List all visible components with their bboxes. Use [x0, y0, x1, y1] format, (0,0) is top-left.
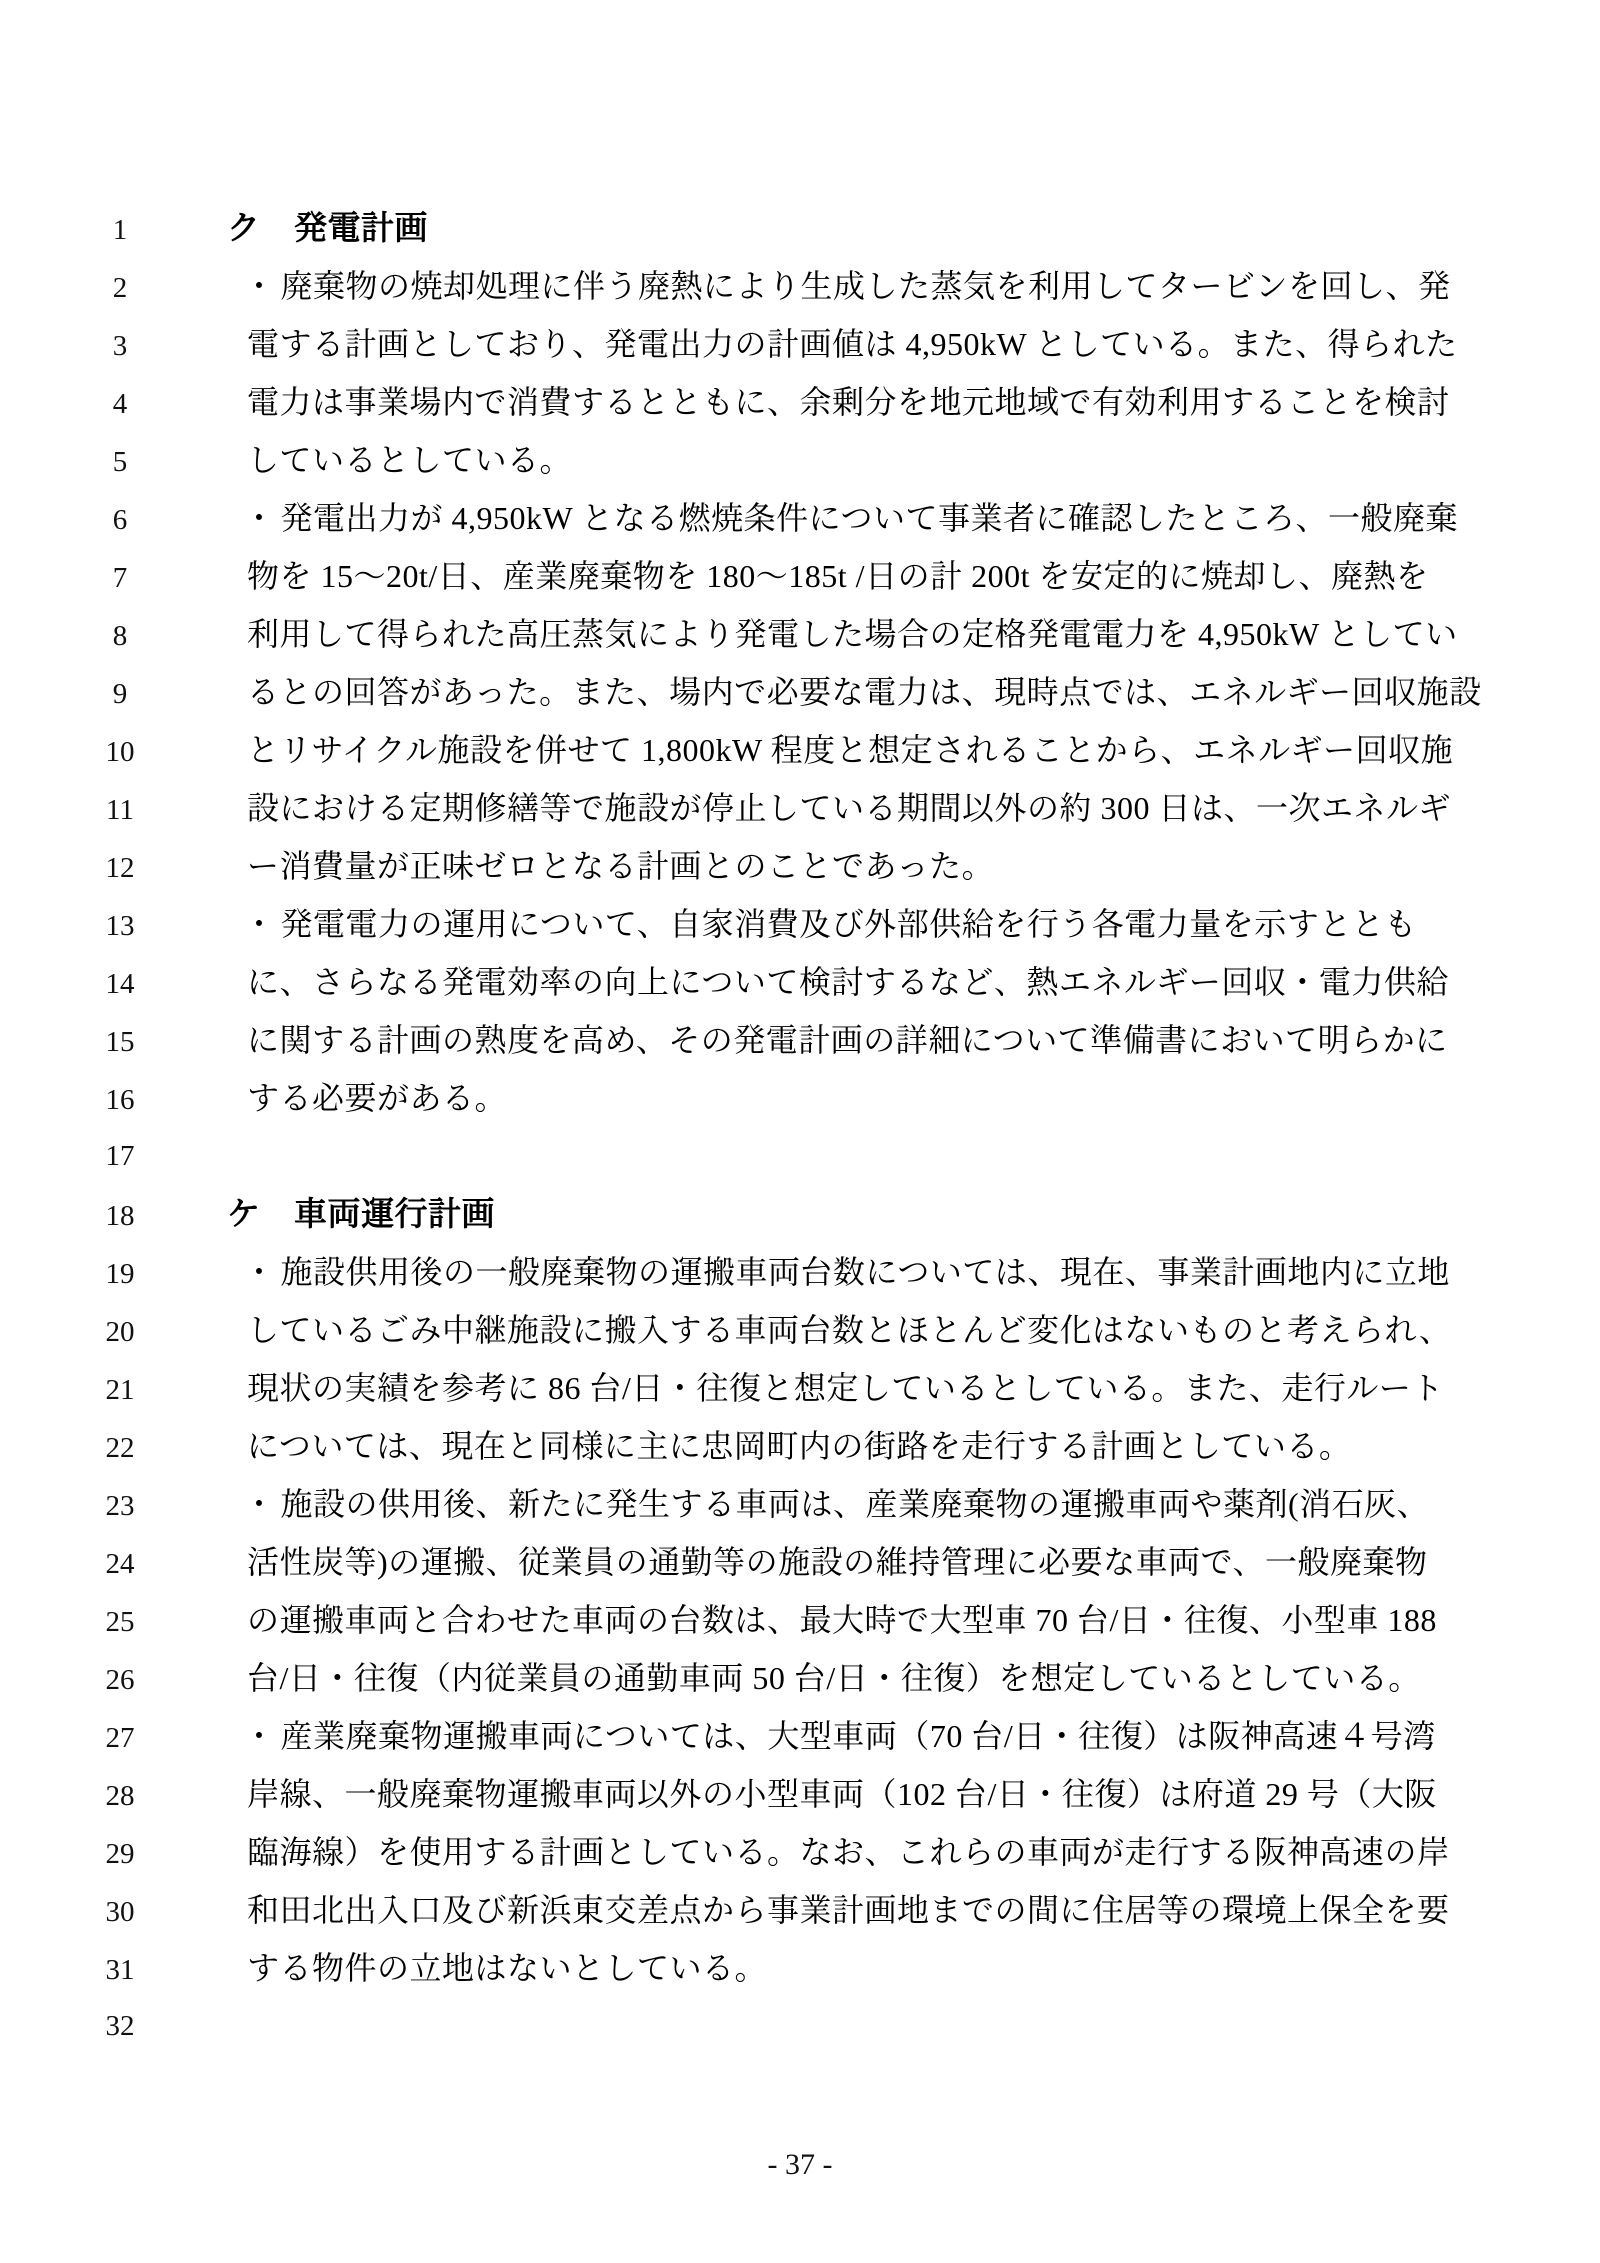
bullet-icon: ・ — [243, 1718, 276, 1754]
line-number: 4 — [112, 388, 128, 420]
line-content — [180, 605, 1458, 663]
line-number: 28 — [105, 1780, 135, 1812]
line-content — [180, 1939, 767, 1997]
line-content — [180, 257, 1451, 315]
line-number: 1 — [112, 214, 128, 246]
line-text: 廃棄物の焼却処理に伴う廃熱により生成した蒸気を利用してタービンを回し、発 — [280, 268, 1451, 304]
text-line — [0, 663, 1600, 721]
line-number: 19 — [105, 1258, 135, 1290]
line-text: 現状の実績を参考に 86 台/日・往復と想定しているとしている。また、走行ルート — [247, 1370, 1444, 1406]
line-text: ケ 車両運行計画 — [227, 1195, 495, 1232]
text-line — [0, 1823, 1600, 1881]
text-line — [0, 489, 1600, 547]
line-number: 9 — [112, 678, 128, 710]
text-line — [0, 1359, 1600, 1417]
line-text: 活性炭等)の運搬、従業員の通勤等の施設の維持管理に必要な車両で、一般廃棄物 — [247, 1544, 1428, 1580]
line-number: 16 — [105, 1084, 135, 1116]
line-number: 23 — [105, 1490, 135, 1522]
line-text: する必要がある。 — [247, 1080, 508, 1116]
line-number: 22 — [105, 1432, 135, 1464]
line-text: しているごみ中継施設に搬入する車両台数とほとんど変化はないものと考えられ、 — [247, 1312, 1452, 1348]
line-content — [180, 431, 572, 489]
line-content — [180, 1011, 1448, 1069]
line-number: 20 — [105, 1316, 135, 1348]
line-number: 21 — [105, 1374, 135, 1406]
line-text: るとの回答があった。また、場内で必要な電力は、現時点では、エネルギー回収施設 — [247, 674, 1482, 710]
line-content — [180, 1301, 1451, 1359]
text-line — [0, 1649, 1600, 1707]
line-content — [180, 373, 1450, 431]
line-number: 10 — [105, 736, 135, 768]
text-line — [0, 1997, 1600, 2055]
text-line — [0, 1243, 1600, 1301]
line-content — [180, 895, 1417, 953]
line-text: する物件の立地はないとしている。 — [247, 1950, 768, 1986]
line-number: 6 — [112, 504, 128, 536]
line-text: 臨海線）を使用する計画としている。なお、これらの車両が走行する阪神高速の岸 — [247, 1834, 1450, 1870]
line-number: 31 — [105, 1954, 135, 1986]
text-line — [0, 721, 1600, 779]
text-line — [0, 953, 1600, 1011]
text-line — [0, 1939, 1600, 1997]
text-line — [0, 257, 1600, 315]
line-text: 施設の供用後、新たに発生する車両は、産業廃棄物の運搬車両や薬剤(消石灰、 — [280, 1486, 1430, 1522]
text-line — [0, 895, 1600, 953]
text-line — [0, 1707, 1600, 1765]
line-number: 15 — [105, 1026, 135, 1058]
text-line — [0, 779, 1600, 837]
text-line — [0, 1591, 1600, 1649]
line-content — [180, 1765, 1437, 1823]
text-body — [0, 199, 1600, 2055]
line-text: ー消費量が正味ゼロとなる計画とのことであった。 — [247, 848, 995, 884]
bullet-icon: ・ — [243, 268, 276, 304]
line-text: については、現在と同様に主に忠岡町内の街路を走行する計画としている。 — [247, 1428, 1352, 1464]
line-text: しているとしている。 — [247, 442, 573, 478]
line-number: 26 — [105, 1664, 135, 1696]
line-number: 11 — [106, 794, 134, 826]
line-content — [180, 489, 1458, 547]
line-content — [180, 953, 1449, 1011]
line-number: 25 — [105, 1606, 135, 1638]
line-text: ク 発電計画 — [227, 209, 428, 246]
bullet-icon: ・ — [243, 906, 276, 942]
line-content — [180, 837, 994, 895]
line-text: 発電電力の運用について、自家消費及び外部供給を行う各電力量を示すととも — [280, 906, 1417, 942]
text-line — [0, 1301, 1600, 1359]
line-text: の運搬車両と合わせた車両の台数は、最大時で大型車 70 台/日・往復、小型車 188 — [247, 1602, 1437, 1638]
line-number: 24 — [105, 1548, 135, 1580]
page-number: - 37 - — [767, 2148, 833, 2181]
text-line — [0, 1765, 1600, 1823]
text-line — [0, 837, 1600, 895]
line-text: とリサイクル施設を併せて 1,800kW 程度と想定されることから、エネルギー回収施 — [247, 732, 1454, 768]
line-number: 7 — [112, 562, 128, 594]
line-text: 電する計画としており、発電出力の計画値は 4,950kW としている。また、得られた — [247, 326, 1458, 362]
text-line — [0, 1533, 1600, 1591]
text-line — [0, 547, 1600, 605]
line-text: 台/日・往復（内従業員の通勤車両 50 台/日・往復）を想定しているとしている。 — [247, 1660, 1421, 1696]
line-content — [180, 1069, 507, 1127]
line-text: 電力は事業場内で消費するとともに、余剰分を地元地域で有効利用することを検討 — [247, 384, 1450, 420]
line-content — [180, 663, 1482, 721]
line-number: 18 — [105, 1200, 135, 1232]
section-heading — [180, 1185, 495, 1243]
text-line — [0, 1011, 1600, 1069]
line-number: 30 — [105, 1896, 135, 1928]
line-number: 2 — [112, 272, 128, 304]
text-line — [0, 1127, 1600, 1185]
line-content — [180, 721, 1453, 779]
line-text: 岸線、一般廃棄物運搬車両以外の小型車両（102 台/日・往復）は府道 29 号（大阪 — [247, 1776, 1437, 1812]
line-content — [180, 779, 1451, 837]
line-text: 発電出力が 4,950kW となる燃焼条件について事業者に確認したところ、一般廃棄 — [280, 500, 1459, 536]
text-line — [0, 1417, 1600, 1475]
line-content — [180, 1243, 1450, 1301]
line-content — [180, 1475, 1429, 1533]
line-number: 5 — [112, 446, 128, 478]
line-content — [180, 547, 1428, 605]
bullet-icon: ・ — [243, 1254, 276, 1290]
line-content — [180, 1707, 1436, 1765]
line-content — [180, 1359, 1444, 1417]
line-content — [180, 1649, 1421, 1707]
line-number: 32 — [105, 2010, 135, 2042]
line-number: 17 — [105, 1140, 135, 1172]
text-line — [0, 1069, 1600, 1127]
text-line — [0, 199, 1600, 257]
line-content — [180, 1823, 1450, 1881]
line-number: 12 — [105, 852, 135, 884]
line-number: 13 — [105, 910, 135, 942]
bullet-icon: ・ — [243, 500, 276, 536]
line-content — [180, 315, 1458, 373]
text-line — [0, 431, 1600, 489]
line-number: 14 — [105, 968, 135, 1000]
line-number: 29 — [105, 1838, 135, 1870]
line-content — [180, 1533, 1428, 1591]
bullet-icon: ・ — [243, 1486, 276, 1522]
line-number: 3 — [112, 330, 128, 362]
text-line — [0, 605, 1600, 663]
line-text: 施設供用後の一般廃棄物の運搬車両台数については、現在、事業計画地内に立地 — [280, 1254, 1450, 1290]
line-text: 産業廃棄物運搬車両については、大型車両（70 台/日・往復）は阪神高速４号湾 — [280, 1718, 1436, 1754]
line-content — [180, 1591, 1437, 1649]
text-line — [0, 373, 1600, 431]
text-line — [0, 315, 1600, 373]
line-text: 設における定期修繕等で施設が停止している期間以外の約 300 日は、一次エネルギ — [247, 790, 1452, 826]
line-text: に関する計画の熟度を高め、その発電計画の詳細について準備書において明らかに — [247, 1022, 1448, 1058]
section-heading — [180, 199, 428, 257]
line-content — [180, 1417, 1351, 1475]
text-line — [0, 1881, 1600, 1939]
text-line — [0, 1475, 1600, 1533]
line-text: に、さらなる発電効率の向上について検討するなど、熱エネルギー回収・電力供給 — [247, 964, 1449, 1000]
text-line — [0, 1185, 1600, 1243]
line-text: 和田北出入口及び新浜東交差点から事業計画地までの間に住居等の環境上保全を要 — [247, 1892, 1450, 1928]
line-text: 利用して得られた高圧蒸気により発電した場合の定格発電電力を 4,950kW としてい — [247, 616, 1458, 652]
line-content — [180, 1881, 1450, 1939]
line-number: 8 — [112, 620, 128, 652]
line-number: 27 — [105, 1722, 135, 1754]
line-text: 物を 15〜20t/日、産業廃棄物を 180〜185t /日の計 200t を安定的に焼却し、廃熱を — [247, 558, 1429, 594]
